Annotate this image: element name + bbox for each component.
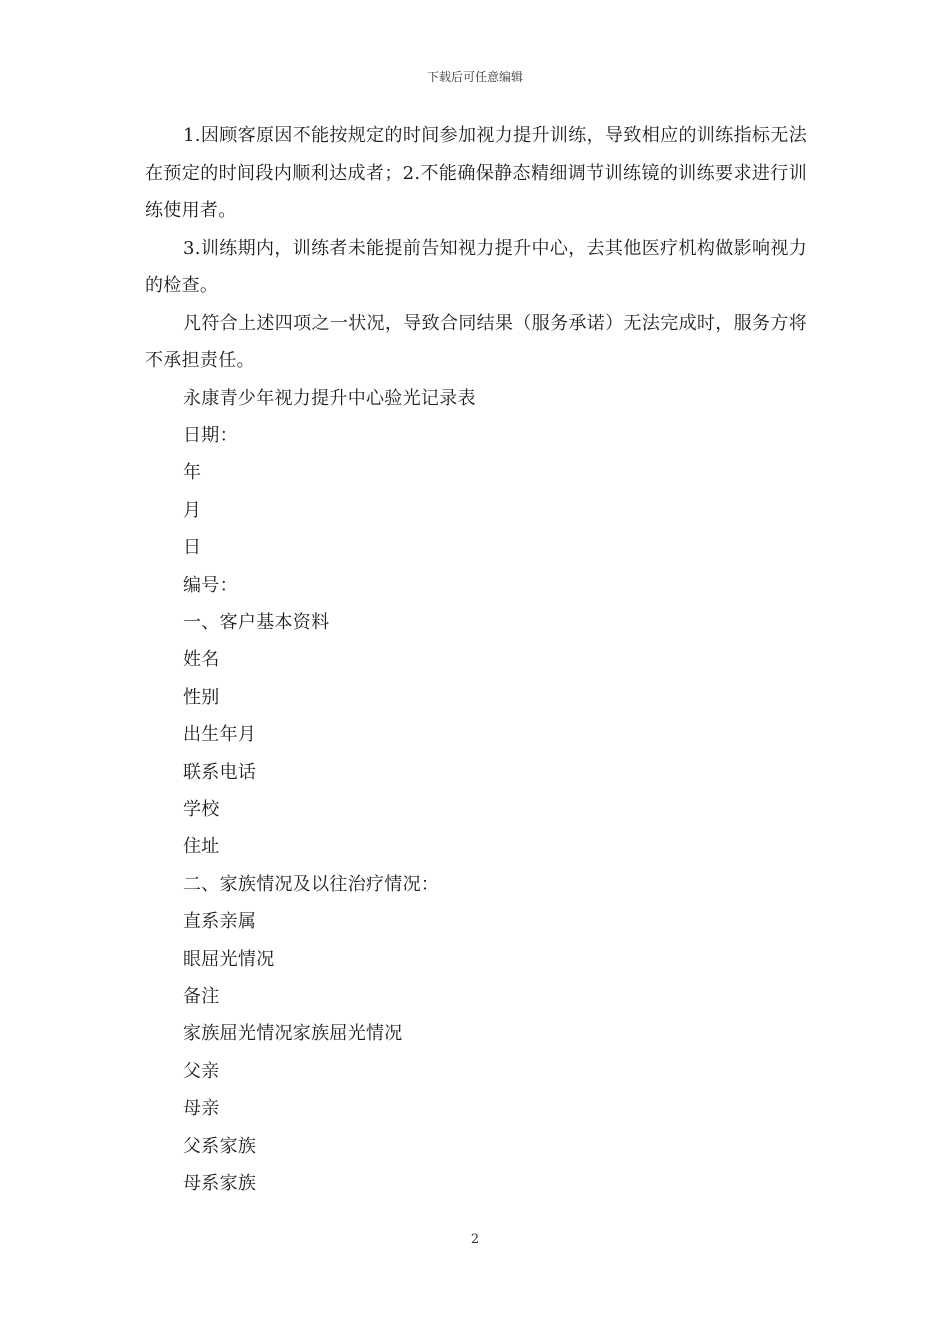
page-header-note: 下载后可任意编辑	[426, 70, 523, 84]
field-label: 母系家族	[183, 1173, 257, 1195]
field-label: 联系电话	[183, 761, 257, 783]
field-label: 备注	[183, 986, 220, 1007]
year-label: 年	[183, 462, 202, 484]
form-title: 永康青少年视力提升中心验光记录表	[183, 387, 476, 409]
field-label: 眼屈光情况	[183, 948, 275, 970]
paragraph-clause-3: 3.训练期内，训练者未能提前告知视力提升中心，去其他医疗机构做影响视力的检查。	[145, 237, 807, 296]
field-label: 父亲	[183, 1060, 220, 1082]
section-heading-family-history: 二、家族情况及以往治疗情况：	[183, 873, 440, 895]
paragraph-clause-1-2: 1.因顾客原因不能按规定的时间参加视力提升训练，导致相应的训练指标无法在预定的时间段内顺利达成者；2.不能确保静态精细调节训练镜的训练要求进行训练使用者。	[145, 125, 807, 221]
field-label: 出生年月	[183, 724, 257, 746]
month-label: 月	[183, 499, 202, 521]
document-body	[145, 117, 807, 1202]
page-number: 2	[470, 1232, 480, 1247]
section-heading-basic-info: 一、客户基本资料	[183, 611, 330, 633]
number-label: 编号：	[183, 574, 238, 596]
paragraph-liability: 凡符合上述四项之一状况，导致合同结果（服务承诺）无法完成时，服务方将不承担责任。	[145, 312, 807, 371]
field-label: 家族屈光情况家族屈光情况	[183, 1023, 403, 1045]
date-label: 日期：	[183, 424, 238, 446]
day-label: 日	[183, 537, 202, 559]
field-label: 父系家族	[183, 1135, 257, 1157]
field-label: 母亲	[183, 1098, 220, 1120]
field-label: 姓名	[183, 649, 220, 671]
field-label: 直系亲属	[183, 911, 257, 933]
field-label: 性别	[183, 686, 220, 708]
field-label: 住址	[183, 836, 220, 858]
field-label: 学校	[183, 798, 220, 820]
